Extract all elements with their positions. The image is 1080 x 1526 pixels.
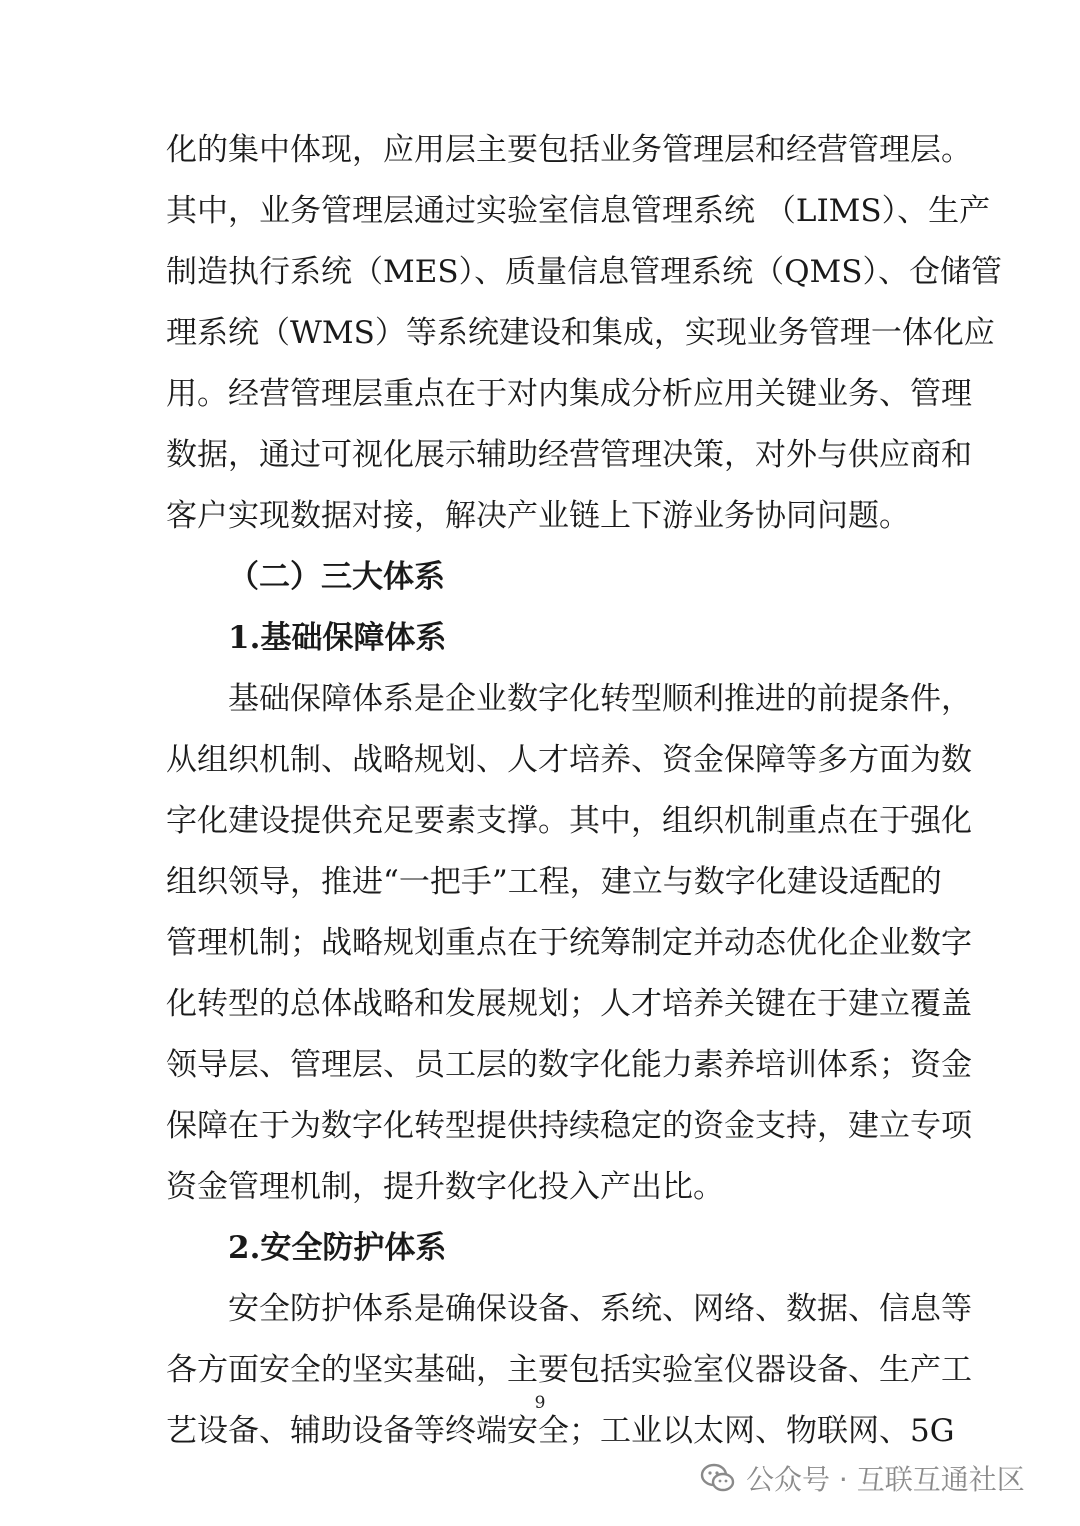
paragraph-line: 制造执行系统（MES）、质量信息管理系统（QMS）、仓储管 <box>166 254 1002 290</box>
paragraph-line: 组织领导，推进“一把手”工程，建立与数字化建设适配的 <box>166 864 942 900</box>
page-number: 9 <box>534 1393 546 1413</box>
section-heading: （二）三大体系 <box>228 559 445 595</box>
paragraph-line: 基础保障体系是企业数字化转型顺利推进的前提条件， <box>228 681 972 717</box>
paragraph-line: 理系统（WMS）等系统建设和集成，实现业务管理一体化应 <box>166 315 995 351</box>
paragraph-line: 化转型的总体战略和发展规划；人才培养关键在于建立覆盖 <box>166 986 972 1022</box>
paragraph-line: 从组织机制、战略规划、人才培养、资金保障等多方面为数 <box>166 742 972 778</box>
subsection-heading: 2.安全防护体系 <box>228 1230 447 1266</box>
paragraph-line: 化的集中体现，应用层主要包括业务管理层和经营管理层。 <box>166 132 972 168</box>
paragraph-line: 领导层、管理层、员工层的数字化能力素养培训体系；资金 <box>166 1047 972 1083</box>
paragraph-line: 数据，通过可视化展示辅助经营管理决策，对外与供应商和 <box>166 437 972 473</box>
paragraph-line: 保障在于为数字化转型提供持续稳定的资金支持，建立专项 <box>166 1108 972 1144</box>
watermark <box>700 1458 1025 1498</box>
paragraph-line: 各方面安全的坚实基础，主要包括实验室仪器设备、生产工 <box>166 1352 972 1388</box>
paragraph-line: 其中，业务管理层通过实验室信息管理系统 （LIMS）、生产 <box>166 193 991 229</box>
paragraph-line: 安全防护体系是确保设备、系统、网络、数据、信息等 <box>228 1291 972 1327</box>
paragraph-line: 艺设备、辅助设备等终端安全；工业以太网、物联网、5G <box>166 1413 955 1449</box>
paragraph-line: 字化建设提供充足要素支撑。其中，组织机制重点在于强化 <box>166 803 972 839</box>
paragraph-line: 管理机制；战略规划重点在于统筹制定并动态优化企业数字 <box>166 925 972 961</box>
wechat-icon <box>700 1462 736 1494</box>
subsection-heading: 1.基础保障体系 <box>228 620 447 656</box>
paragraph-line: 用。经营管理层重点在于对内集成分析应用关键业务、管理 <box>166 376 972 412</box>
paragraph-line: 资金管理机制，提升数字化投入产出比。 <box>166 1169 724 1205</box>
watermark-text: 公众号 · 互联互通社区 <box>746 1463 1025 1496</box>
paragraph-line: 客户实现数据对接，解决产业链上下游业务协同问题。 <box>166 498 910 534</box>
